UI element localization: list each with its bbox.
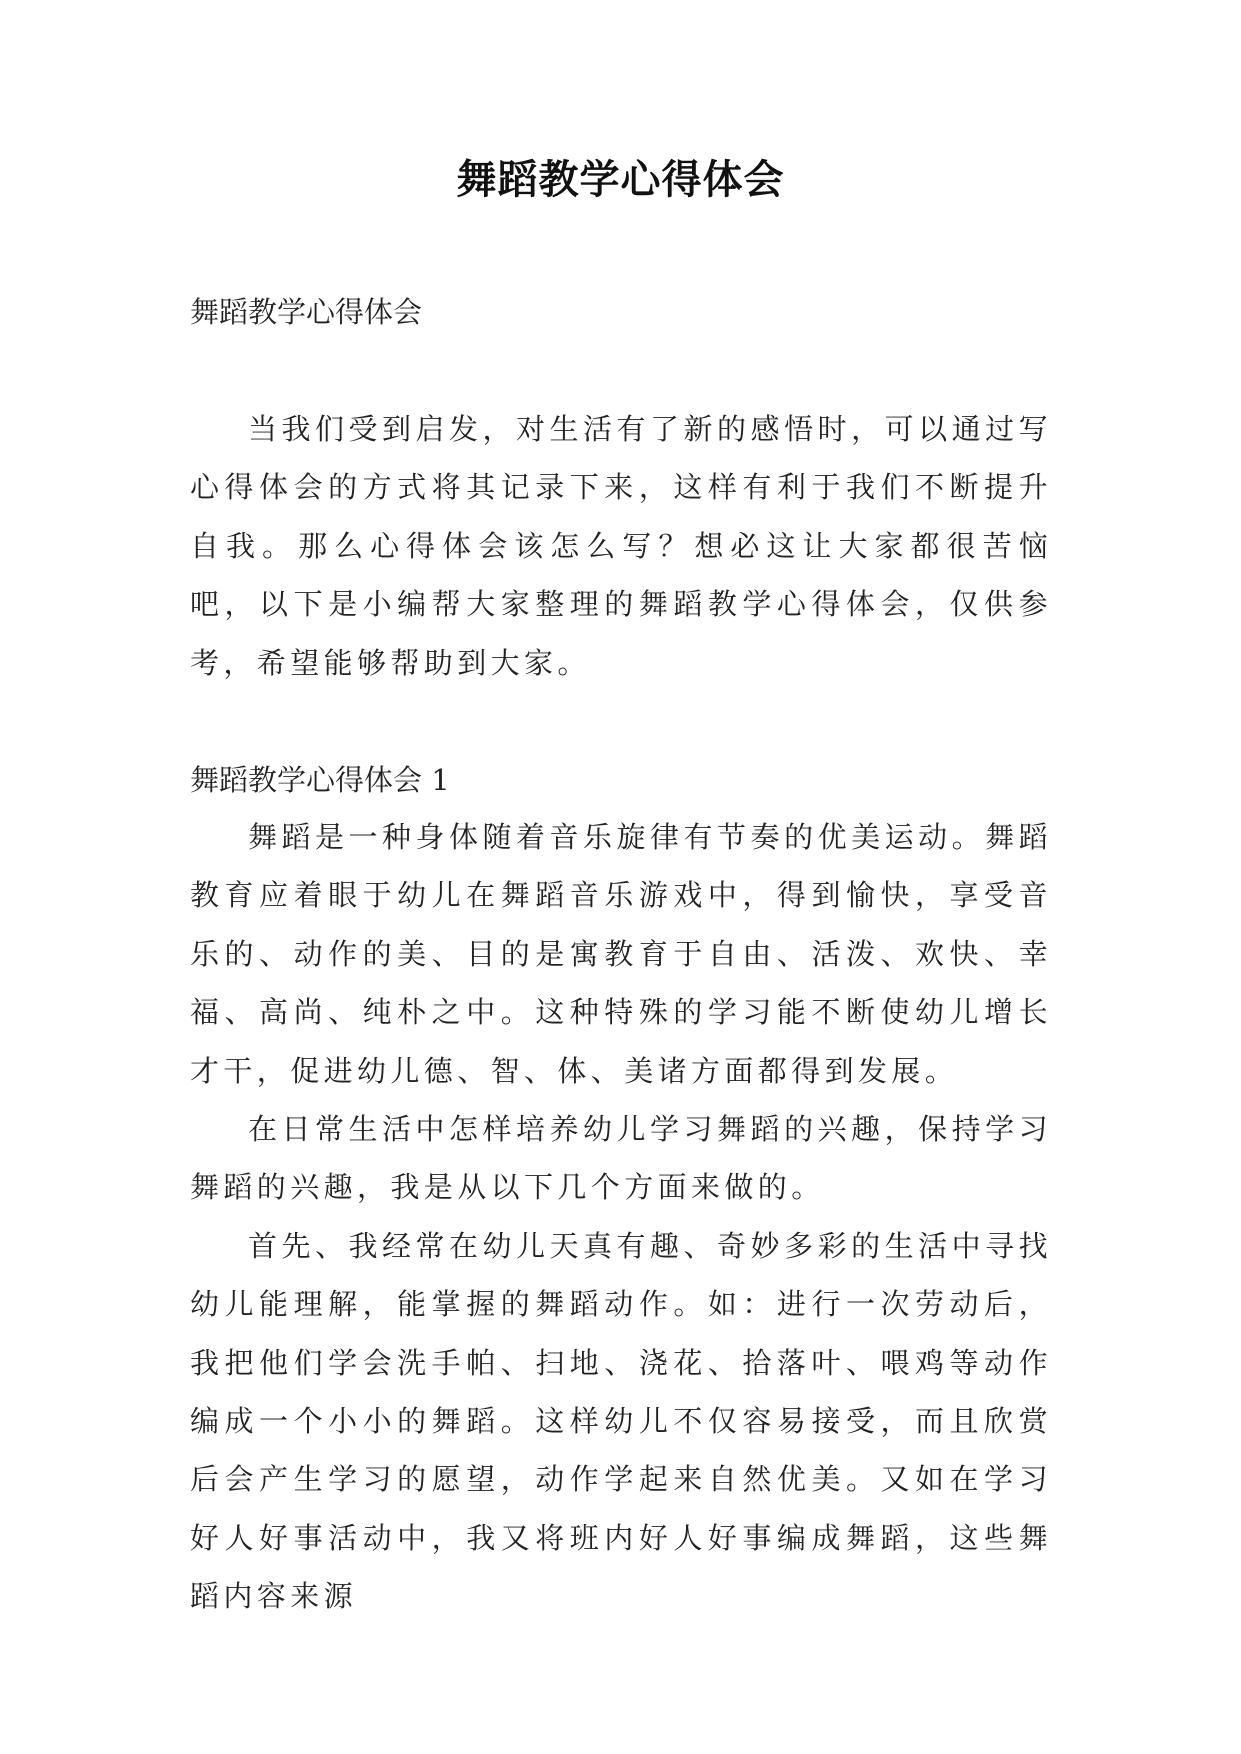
intro-paragraph: 当我们受到启发，对生活有了新的感悟时，可以通过写心得体会的方式将其记录下来，这样有利于我们不断提升自我。那么心得体会该怎么写？想必这让大家都很苦恼吧，以下是小编帮大家整理的舞蹈教学心得体会，仅供参考，希望能够帮助到大家。: [190, 412, 1052, 680]
document-subtitle: 舞蹈教学心得体会: [190, 295, 423, 329]
body-paragraph-1: 舞蹈是一种身体随着音乐旋律有节奏的优美运动。舞蹈教育应着眼于幼儿在舞蹈音乐游戏中，得到愉快，享受音乐的、动作的美、目的是寓教育于自由、活泼、欢快、幸福、高尚、纯朴之中。这种特殊的学习能不断使幼儿增长才干，促进幼儿德、智、体、美诸方面都得到发展。: [190, 820, 1052, 1088]
section-body: [190, 808, 1052, 1626]
document-title: 舞蹈教学心得体会: [456, 157, 785, 203]
body-paragraph-2: 在日常生活中怎样培养幼儿学习舞蹈的兴趣，保持学习舞蹈的兴趣，我是从以下几个方面来做的。: [190, 1112, 1052, 1205]
section-heading: 舞蹈教学心得体会 1: [190, 763, 450, 797]
body-paragraph-3: 首先、我经常在幼儿天真有趣、奇妙多彩的生活中寻找幼儿能理解，能掌握的舞蹈动作。如：进行一次劳动后，我把他们学会洗手帕、扫地、浇花、拾落叶、喂鸡等动作编成一个小小的舞蹈。这样幼儿不仅容易接受，而且欣赏后会产生学习的愿望，动作学起来自然优美。又如在学习好人好事活动中，我又将班内好人好事编成舞蹈，这些舞蹈内容来源: [190, 1228, 1052, 1614]
intro-block: [190, 400, 1052, 692]
